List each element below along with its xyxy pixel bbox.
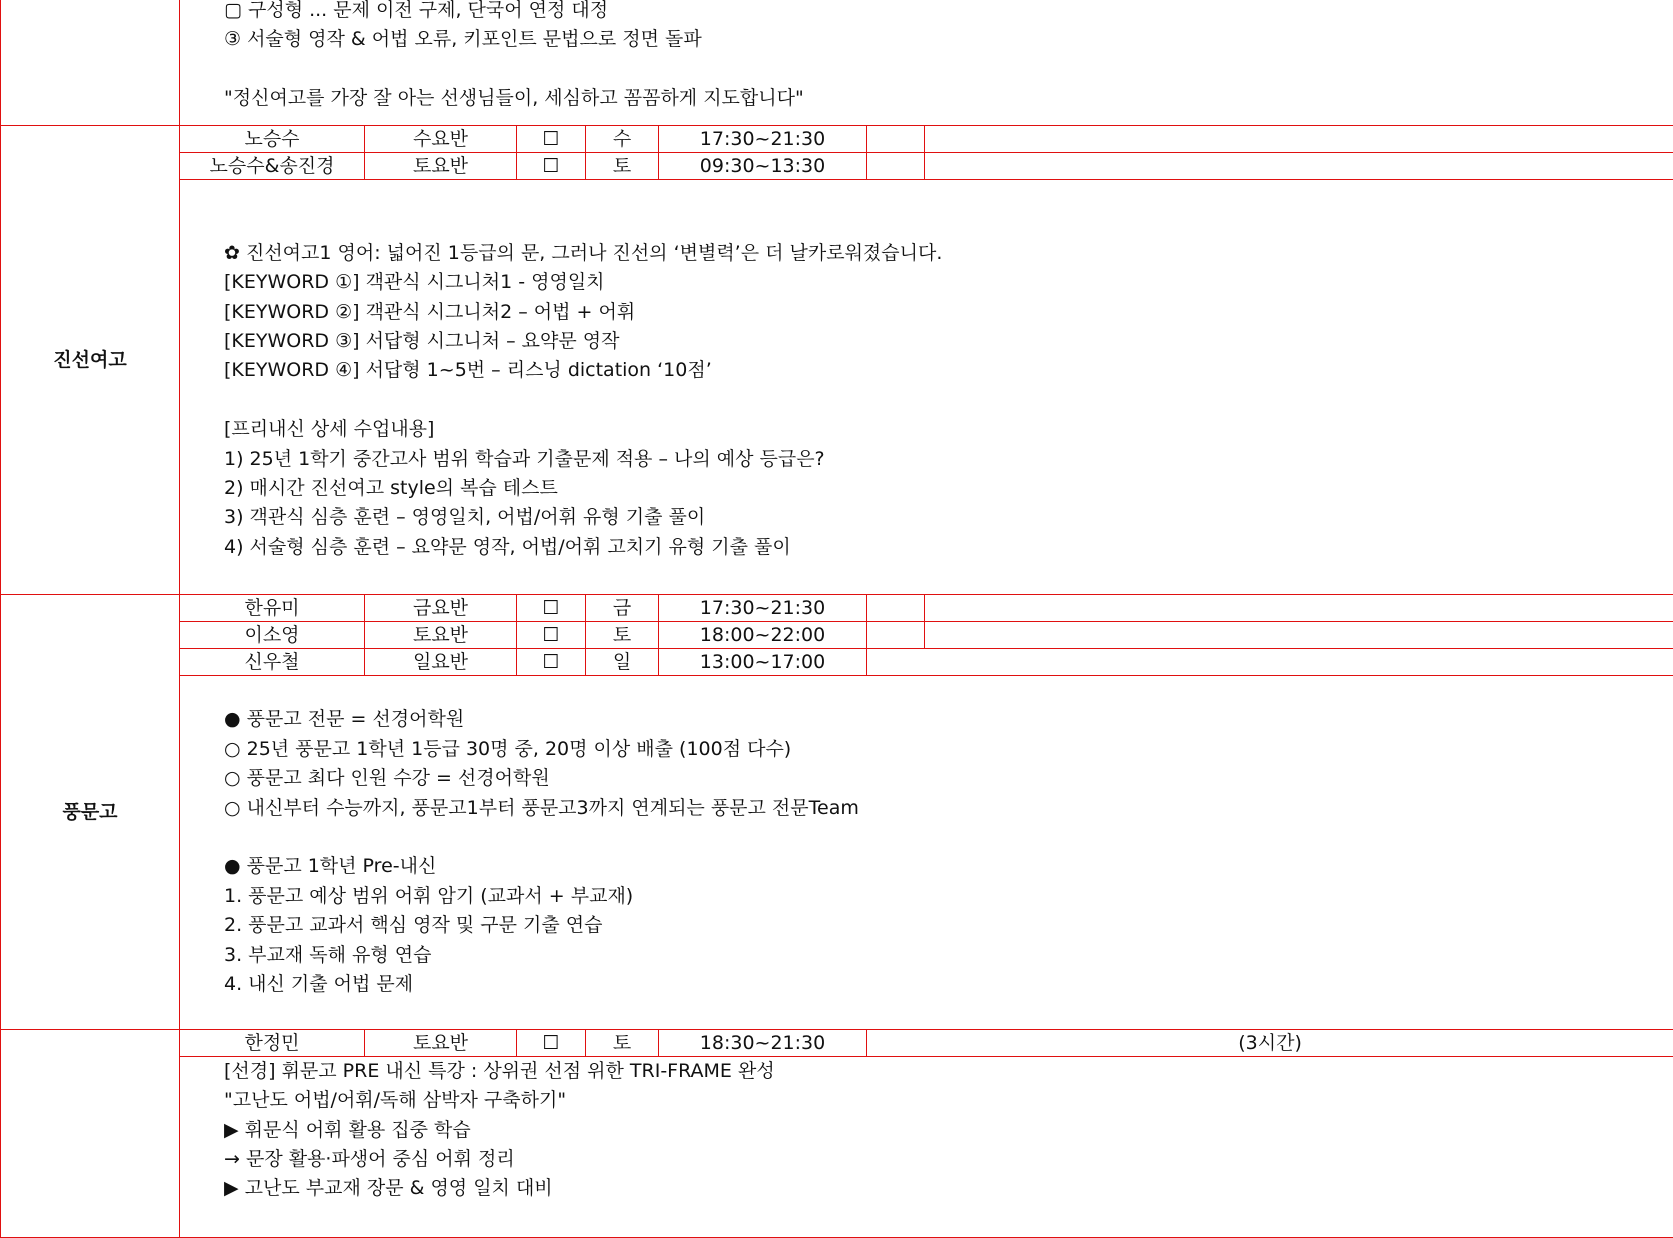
class-day: 수	[586, 126, 659, 153]
class-time: 17:30~21:30	[659, 126, 867, 153]
description-line: ● 풍문고 전문 = 선경어학원	[224, 705, 1673, 734]
description-line: ○ 풍문고 최다 인원 수강 = 선경어학원	[224, 764, 1673, 793]
description-line: 2. 풍문고 교과서 핵심 영작 및 구문 기출 연습	[224, 911, 1673, 940]
class-name: 수요반	[365, 126, 517, 153]
description-text	[180, 0, 1673, 114]
description-row	[1, 676, 1673, 1030]
class-note	[925, 622, 1673, 649]
class-name: 금요반	[365, 595, 517, 622]
select-checkbox[interactable]: ☐	[517, 153, 586, 180]
teacher-name: 노승수	[180, 126, 365, 153]
description-line: "정신여고를 가장 잘 아는 선생님들이, 세심하고 꼼꼼하게 지도합니다"	[224, 84, 1673, 113]
class-row	[1, 1029, 1673, 1056]
select-checkbox[interactable]: ☐	[517, 622, 586, 649]
class-note: (3시간)	[867, 1029, 1673, 1056]
teacher-name: 한정민	[180, 1029, 365, 1056]
description-line: [KEYWORD ①] 객관식 시그니처1 - 영영일치	[224, 268, 1673, 297]
class-extra	[867, 649, 1673, 676]
description-line	[224, 562, 1673, 591]
description-text	[180, 1057, 1673, 1204]
description-line: ③ 서술형 영작 & 어법 오류, 키포인트 문법으로 정면 돌파	[224, 25, 1673, 54]
class-time: 18:30~21:30	[659, 1029, 867, 1056]
school-name: 풍문고	[1, 595, 180, 1030]
description-line	[224, 180, 1673, 209]
school-name	[1, 1029, 180, 1237]
teacher-name: 한유미	[180, 595, 365, 622]
class-row	[1, 622, 1673, 649]
class-note	[925, 126, 1673, 153]
description-line: 3) 객관식 심층 훈련 – 영영일치, 어법/어휘 유형 기출 풀이	[224, 503, 1673, 532]
class-time: 18:00~22:00	[659, 622, 867, 649]
description-row	[1, 0, 1673, 126]
class-name: 일요반	[365, 649, 517, 676]
description-line: [프리내신 상세 수업내용]	[224, 415, 1673, 444]
teacher-name: 노승수&송진경	[180, 153, 365, 180]
select-checkbox[interactable]: ☐	[517, 649, 586, 676]
description-line	[224, 999, 1673, 1028]
description-line	[224, 676, 1673, 705]
description-line: 4. 내신 기출 어법 문제	[224, 970, 1673, 999]
class-day: 토	[586, 622, 659, 649]
description-line	[224, 209, 1673, 238]
class-day: 토	[586, 153, 659, 180]
course-description	[180, 180, 1673, 595]
description-line: ✿ 진선여고1 영어: 넓어진 1등급의 문, 그러나 진선의 ‘변별력’은 더 날카로워졌습니다.	[224, 239, 1673, 268]
description-line: 2) 매시간 진선여고 style의 복습 테스트	[224, 474, 1673, 503]
class-note	[925, 153, 1673, 180]
description-line: "고난도 어법/어휘/독해 삼박자 구축하기"	[224, 1086, 1673, 1115]
description-line: [KEYWORD ③] 서답형 시그니처 – 요약문 영작	[224, 327, 1673, 356]
description-line	[224, 386, 1673, 415]
class-name: 토요반	[365, 153, 517, 180]
class-time: 13:00~17:00	[659, 649, 867, 676]
school-name: 진선여고	[1, 126, 180, 595]
class-day: 금	[586, 595, 659, 622]
class-row	[1, 595, 1673, 622]
class-day: 일	[586, 649, 659, 676]
description-line: ▶ 휘문식 어휘 활용 집중 학습	[224, 1116, 1673, 1145]
select-checkbox[interactable]: ☐	[517, 1029, 586, 1056]
class-extra	[867, 595, 925, 622]
class-time: 17:30~21:30	[659, 595, 867, 622]
class-day: 토	[586, 1029, 659, 1056]
description-line: 3. 부교재 독해 유형 연습	[224, 941, 1673, 970]
description-text	[180, 180, 1673, 592]
description-line: [KEYWORD ④] 서답형 1~5번 – 리스닝 dictation ‘10점’	[224, 356, 1673, 385]
description-line: ○ 내신부터 수능까지, 풍문고1부터 풍문고3까지 연계되는 풍문고 전문Team	[224, 794, 1673, 823]
description-line: 1) 25년 1학기 중간고사 범위 학습과 기출문제 적용 – 나의 예상 등급은?	[224, 445, 1673, 474]
description-text	[180, 676, 1673, 1029]
course-description	[180, 0, 1673, 126]
class-extra	[867, 126, 925, 153]
school-name	[1, 0, 180, 126]
class-name: 토요반	[365, 1029, 517, 1056]
description-row	[1, 1056, 1673, 1237]
class-row	[1, 126, 1673, 153]
class-row	[1, 649, 1673, 676]
select-checkbox[interactable]: ☐	[517, 595, 586, 622]
course-description	[180, 1056, 1673, 1237]
description-line	[224, 55, 1673, 84]
description-line: 1. 풍문고 예상 범위 어휘 암기 (교과서 + 부교재)	[224, 882, 1673, 911]
description-line: → 문장 활용·파생어 중심 어휘 정리	[224, 1145, 1673, 1174]
class-row	[1, 153, 1673, 180]
description-line: ▶ 고난도 부교재 장문 & 영영 일치 대비	[224, 1174, 1673, 1203]
teacher-name: 신우철	[180, 649, 365, 676]
description-line: ● 풍문고 1학년 Pre-내신	[224, 852, 1673, 881]
class-extra	[867, 622, 925, 649]
description-line: ○ 25년 풍문고 1학년 1등급 30명 중, 20명 이상 배출 (100점 다수)	[224, 735, 1673, 764]
class-time: 09:30~13:30	[659, 153, 867, 180]
description-line	[224, 823, 1673, 852]
class-name: 토요반	[365, 622, 517, 649]
class-extra	[867, 153, 925, 180]
select-checkbox[interactable]: ☐	[517, 126, 586, 153]
description-line: ▢ 구성형 ... 문제 이전 구제, 단국어 연정 대정	[224, 0, 1673, 25]
description-line: 4) 서술형 심층 훈련 – 요약문 영작, 어법/어휘 고치기 유형 기출 풀이	[224, 533, 1673, 562]
description-row	[1, 180, 1673, 595]
class-note	[925, 595, 1673, 622]
description-line: [선경] 휘문고 PRE 내신 특강 : 상위권 선점 위한 TRI-FRAME 완성	[224, 1057, 1673, 1086]
course-description	[180, 676, 1673, 1030]
description-line: [KEYWORD ②] 객관식 시그니처2 – 어법 + 어휘	[224, 298, 1673, 327]
teacher-name: 이소영	[180, 622, 365, 649]
